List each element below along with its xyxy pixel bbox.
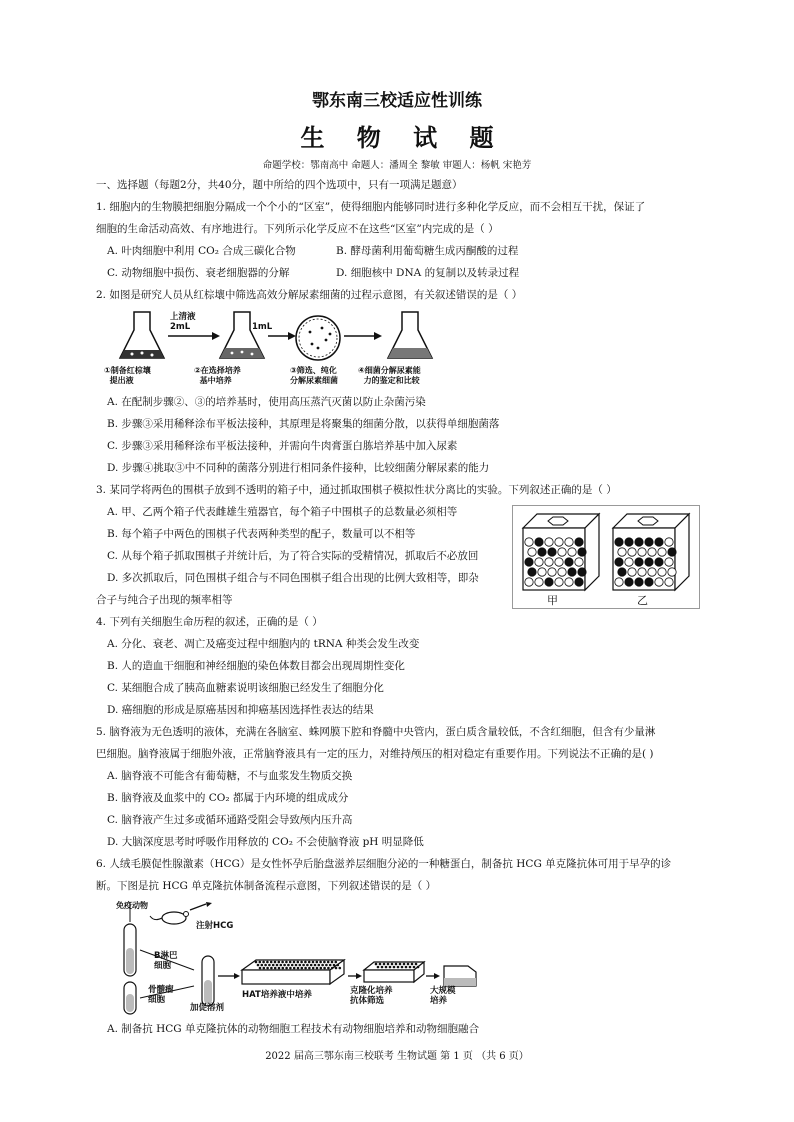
go-stone xyxy=(558,548,566,556)
go-stone xyxy=(655,558,663,566)
plate-well xyxy=(278,967,281,970)
q1-option-a: A. 叶肉细胞中利用 CO₂ 合成三碳化合物 xyxy=(107,245,296,257)
plate-well xyxy=(310,964,313,967)
go-stone xyxy=(535,538,543,546)
plate-well xyxy=(282,967,285,970)
go-stone xyxy=(535,578,543,586)
plate-well xyxy=(299,964,302,967)
go-stone xyxy=(625,558,633,566)
plate-well xyxy=(393,966,396,969)
go-stone xyxy=(575,558,583,566)
go-stone xyxy=(545,578,553,586)
plate-well xyxy=(266,967,269,970)
box-jia-label: 甲 xyxy=(547,594,558,607)
q6-stem-line1: 6. 人绒毛膜促性腺激素（HCG）是女性怀孕后胎盘滋养层细胞分泌的一种糖蛋白，制备抗 HCG 单克隆抗体可用于早孕的诊 xyxy=(96,858,672,870)
plate-well xyxy=(329,964,332,967)
section-heading: 一、选择题（每题2分，共40分，题中所给的四个选项中，只有一项满足题意） xyxy=(96,179,463,191)
go-stone xyxy=(655,578,663,586)
plate-well xyxy=(401,966,404,969)
q5-option-a: A. 脑脊液不可能含有葡萄糖，不与血浆发生物质交换 xyxy=(107,770,353,782)
plate-well xyxy=(323,967,326,970)
plate-well xyxy=(409,966,412,969)
plate-well xyxy=(289,967,292,970)
q5-stem-line2: 巴细胞。脑脊液属于细胞外液，正常脑脊液具有一定的压力，对维持颅压的相对稳定有重要作用。下列说法不正确的是( ) xyxy=(96,748,654,760)
q5-option-b: B. 脑脊液及血浆中的 CO₂ 都属于内环境的组成成分 xyxy=(107,792,349,804)
plate-well xyxy=(297,961,300,964)
plate-well xyxy=(399,963,402,966)
go-stone xyxy=(665,578,673,586)
go-stone xyxy=(648,548,656,556)
fig2-arrow2-label: 1mL xyxy=(252,322,273,332)
culture-bottle-icon xyxy=(444,966,476,986)
go-stone xyxy=(578,568,586,576)
go-stone xyxy=(655,538,663,546)
plate-well xyxy=(289,961,292,964)
q5-stem-line1: 5. 脑脊液为无色透明的液体，充满在各脑室、蛛网膜下腔和脊髓中央管内，蛋白质含量较低，不含红细胞，但含有少量淋 xyxy=(96,726,656,738)
plate-well xyxy=(387,963,390,966)
plate-well xyxy=(285,961,288,964)
go-stone xyxy=(565,558,573,566)
go-stone xyxy=(555,558,563,566)
go-stone xyxy=(665,538,673,546)
plate-well xyxy=(375,963,378,966)
go-stone xyxy=(635,538,643,546)
q2-option-d: D. 步骤④挑取③中不同种的菌落分别进行相同条件接种，比较细菌分解尿素的能力 xyxy=(107,462,490,474)
fig6-large-label: 大规模 培养 xyxy=(430,986,456,1006)
plate-well xyxy=(381,966,384,969)
q4-stem: 4. 下列有关细胞生命历程的叙述，正确的是（ ） xyxy=(96,616,323,628)
go-stone xyxy=(618,568,626,576)
plate-well xyxy=(255,961,258,964)
plate-well xyxy=(331,961,334,964)
go-stone-boxes-figure xyxy=(512,505,700,609)
q3-option-d-line2: 合子与纯合子出现的频率相等 xyxy=(96,594,233,606)
go-stone xyxy=(528,568,536,576)
q5-option-d: D. 大脑深度思考时呼吸作用释放的 CO₂ 不会使脑脊液 pH 明显降低 xyxy=(107,836,424,848)
fig6-clone-label: 克隆化培养 抗体筛选 xyxy=(350,986,393,1006)
go-stone xyxy=(628,568,636,576)
q3-option-b: B. 每个箱子中两色的围棋子代表两种类型的配子，数量可以不相等 xyxy=(107,528,416,540)
exam-series-title: 鄂东南三校适应性训练 xyxy=(312,91,482,111)
plate-well xyxy=(268,964,271,967)
plate-well xyxy=(312,967,315,970)
q2-option-b: B. 步骤③采用稀释涂布平板法接种，其原理是将聚集的细菌分散，以获得单细胞菌落 xyxy=(107,418,500,430)
plate-well xyxy=(264,964,267,967)
plate-well xyxy=(276,964,279,967)
plate-well xyxy=(301,967,304,970)
plate-well xyxy=(327,961,330,964)
plate-well xyxy=(295,964,298,967)
q4-option-c: C. 某细胞合成了胰高血糖素说明该细胞已经发生了细胞分化 xyxy=(107,682,384,694)
q1-option-d: D. 细胞核中 DNA 的复制以及转录过程 xyxy=(336,267,520,279)
plate-well xyxy=(383,963,386,966)
plate-well xyxy=(335,961,338,964)
plate-well xyxy=(263,967,266,970)
fig2-step1-caption: ①制备红棕壤 提出液 xyxy=(104,366,151,385)
plate-well xyxy=(259,967,262,970)
go-stone xyxy=(615,538,623,546)
fig2-step2-caption: ②在选择培养 基中培养 xyxy=(194,366,241,385)
plate-well xyxy=(379,963,382,966)
flask-1-icon xyxy=(120,312,164,358)
q3-option-c: C. 从每个箱子抓取围棋子并统计后，为了符合实际的受精情况，抓取后不必放回 xyxy=(107,550,479,562)
plate-well xyxy=(285,967,288,970)
plate-well xyxy=(291,964,294,967)
plate-well xyxy=(318,964,321,967)
plate-well xyxy=(278,961,281,964)
go-stone xyxy=(635,558,643,566)
go-stone xyxy=(538,548,546,556)
plate-well xyxy=(306,964,309,967)
go-stone xyxy=(615,558,623,566)
q4-option-d: D. 癌细胞的形成是原癌基因和抑癌基因选择性表达的结果 xyxy=(107,704,374,716)
go-stone xyxy=(658,548,666,556)
go-stone xyxy=(545,558,553,566)
plate-well xyxy=(257,964,260,967)
plate-well xyxy=(327,967,330,970)
go-stone xyxy=(525,578,533,586)
plate-well xyxy=(391,963,394,966)
plate-well xyxy=(300,961,303,964)
go-stone xyxy=(638,548,646,556)
plate-well xyxy=(281,961,284,964)
go-stone xyxy=(638,568,646,576)
go-stone xyxy=(615,578,623,586)
fig6-hat-label: HAT培养液中培养 xyxy=(242,990,312,1000)
plate-well xyxy=(321,964,324,967)
flask-4-icon xyxy=(388,312,432,358)
fig6-fuse-label: 加促溶剂 xyxy=(190,1003,225,1013)
q1-option-b: B. 酵母菌利用葡萄糖生成丙酮酸的过程 xyxy=(336,245,519,257)
q2-option-c: C. 步骤③采用稀释涂布平板法接种，并需向牛肉膏蛋白胨培养基中加入尿素 xyxy=(107,440,458,452)
go-stone xyxy=(665,558,673,566)
plate-well xyxy=(325,964,328,967)
go-stone xyxy=(565,538,573,546)
plate-well xyxy=(302,964,305,967)
plate-well xyxy=(385,966,388,969)
author-info: 命题学校：鄂南高中 命题人：潘周全 黎敏 审题人：杨帆 宋艳芳 xyxy=(262,160,532,171)
fig6-immune-label: 免疫动物 xyxy=(116,901,148,910)
plate-well xyxy=(417,966,420,969)
plate-well xyxy=(403,963,406,966)
plate-well xyxy=(314,964,317,967)
b-cell-tube-icon xyxy=(124,902,136,976)
fig6-bcell-label: B淋巴 细胞 xyxy=(154,951,178,971)
plate-well xyxy=(331,967,334,970)
go-stone xyxy=(558,568,566,576)
go-stone xyxy=(528,548,536,556)
fusion-tube-icon xyxy=(202,956,214,1006)
go-stone xyxy=(635,578,643,586)
go-stone xyxy=(525,538,533,546)
go-stone xyxy=(628,548,636,556)
fig2-step3-caption: ③筛选、纯化 分解尿素细菌 xyxy=(290,366,338,385)
go-stone xyxy=(525,558,533,566)
myeloma-tube-icon xyxy=(124,982,136,1014)
go-stone xyxy=(578,548,586,556)
plate-well xyxy=(333,964,336,967)
plate-well xyxy=(377,966,380,969)
go-stone xyxy=(658,568,666,576)
go-stone xyxy=(648,568,656,576)
go-stone xyxy=(555,578,563,586)
go-stone xyxy=(625,578,633,586)
go-stone xyxy=(618,548,626,556)
go-stone xyxy=(568,548,576,556)
plate-well xyxy=(335,967,338,970)
plate-well xyxy=(308,967,311,970)
q6-stem-line2: 断。下图是抗 HCG 单克隆抗体制备流程示意图，下列叙述错误的是（ ） xyxy=(96,880,437,892)
q1-option-c: C. 动物细胞中损伤、衰老细胞器的分解 xyxy=(107,267,290,279)
plate-well xyxy=(320,967,323,970)
q1-stem-line2: 细胞的生命活动高效、有序地进行。下列所示化学反应不在这些“区室”内完成的是（ ） xyxy=(96,223,499,235)
plate-well xyxy=(405,966,408,969)
go-stone xyxy=(645,578,653,586)
go-stone xyxy=(545,538,553,546)
go-stone xyxy=(645,558,653,566)
plate-well xyxy=(287,964,290,967)
plate-well xyxy=(259,961,262,964)
plate-well xyxy=(297,967,300,970)
plate-well xyxy=(407,963,410,966)
go-stone xyxy=(548,568,556,576)
box-yi-icon xyxy=(613,514,689,590)
plate-well xyxy=(312,961,315,964)
box-jia-icon xyxy=(523,514,599,590)
q4-option-a: A. 分化、衰老、凋亡及癌变过程中细胞内的 tRNA 种类会发生改变 xyxy=(107,638,420,650)
plate-well xyxy=(316,961,319,964)
plate-well xyxy=(266,961,269,964)
page-footer: 2022 届高三鄂东南三校联考 生物试题 第 1 页 （共 6 页） xyxy=(265,1051,529,1062)
go-stone xyxy=(668,568,676,576)
go-stone xyxy=(565,578,573,586)
plate-well xyxy=(337,964,340,967)
plate-well xyxy=(413,966,416,969)
box-yi-label: 乙 xyxy=(637,594,648,607)
q5-option-c: C. 脑脊液产生过多或循环通路受阻会导致颅内压升高 xyxy=(107,814,353,826)
q2-stem: 2. 如图是研究人员从红棕壤中筛选高效分解尿素细菌的过程示意图，有关叙述错误的是（ ） xyxy=(96,289,523,301)
plate-well xyxy=(270,961,273,964)
plate-well xyxy=(293,967,296,970)
plate-well xyxy=(274,961,277,964)
plate-well xyxy=(316,967,319,970)
go-stone xyxy=(645,538,653,546)
petri-dish-icon xyxy=(296,316,340,360)
plate-well xyxy=(304,961,307,964)
plate-well xyxy=(283,964,286,967)
plate-well xyxy=(339,967,342,970)
go-stone xyxy=(575,538,583,546)
go-stone xyxy=(625,538,633,546)
q2-option-a: A. 在配制步骤②、③的培养基时，使用高压蒸汽灭菌以防止杂菌污染 xyxy=(107,396,426,408)
plate-well xyxy=(397,966,400,969)
fig2-arrow1-label: 上清液 2mL xyxy=(170,312,196,332)
clone-screening-plate-icon xyxy=(364,962,424,982)
plate-well xyxy=(272,964,275,967)
fig2-step4-caption: ④细菌分解尿素能 力的鉴定和比较 xyxy=(358,366,421,385)
plate-well xyxy=(304,967,307,970)
plate-well xyxy=(293,961,296,964)
plate-well xyxy=(411,963,414,966)
plate-well xyxy=(415,963,418,966)
go-stone xyxy=(668,548,676,556)
fig6-inject-label: 注射HCG xyxy=(196,921,234,931)
fig6-myeloma-label: 骨髓瘤 细胞 xyxy=(148,985,174,1005)
boxes-drawing xyxy=(513,506,699,608)
go-stone xyxy=(568,568,576,576)
subject-title: 生 物 试 题 xyxy=(300,124,506,152)
flask-2-icon xyxy=(220,312,264,358)
hat-culture-plate-icon xyxy=(242,960,344,984)
go-stone xyxy=(575,578,583,586)
plate-well xyxy=(319,961,322,964)
plate-well xyxy=(280,964,283,967)
q1-stem-line1: 1. 细胞内的生物膜把细胞分隔成一个个小的“区室”，使得细胞内能够同时进行多种化学反应，而不会相互干扰，保证了 xyxy=(96,201,646,213)
q3-option-d-line1: D. 多次抓取后，同色围棋子组合与不同色围棋子组合出现的比例大致相等，即杂 xyxy=(107,572,479,584)
q3-option-a: A. 甲、乙两个箱子代表雌雄生殖器官，每个箱子中围棋子的总数量必须相等 xyxy=(107,506,458,518)
plate-well xyxy=(308,961,311,964)
q4-option-b: B. 人的造血干细胞和神经细胞的染色体数目都会出现周期性变化 xyxy=(107,660,405,672)
plate-well xyxy=(389,966,392,969)
plate-well xyxy=(262,961,265,964)
go-stone xyxy=(555,538,563,546)
plate-well xyxy=(395,963,398,966)
q3-stem: 3. 某同学将两色的围棋子放到不透明的箱子中，通过抓取围棋子模拟性状分离比的实验。下列叙述正确的是（ ） xyxy=(96,484,617,496)
plate-well xyxy=(323,961,326,964)
go-stone xyxy=(538,568,546,576)
go-stone xyxy=(535,558,543,566)
plate-well xyxy=(270,967,273,970)
go-stone xyxy=(548,548,556,556)
plate-well xyxy=(261,964,264,967)
plate-well xyxy=(274,967,277,970)
q6-option-a: A. 制备抗 HCG 单克隆抗体的动物细胞工程技术有动物细胞培养和动物细胞融合 xyxy=(107,1023,480,1035)
